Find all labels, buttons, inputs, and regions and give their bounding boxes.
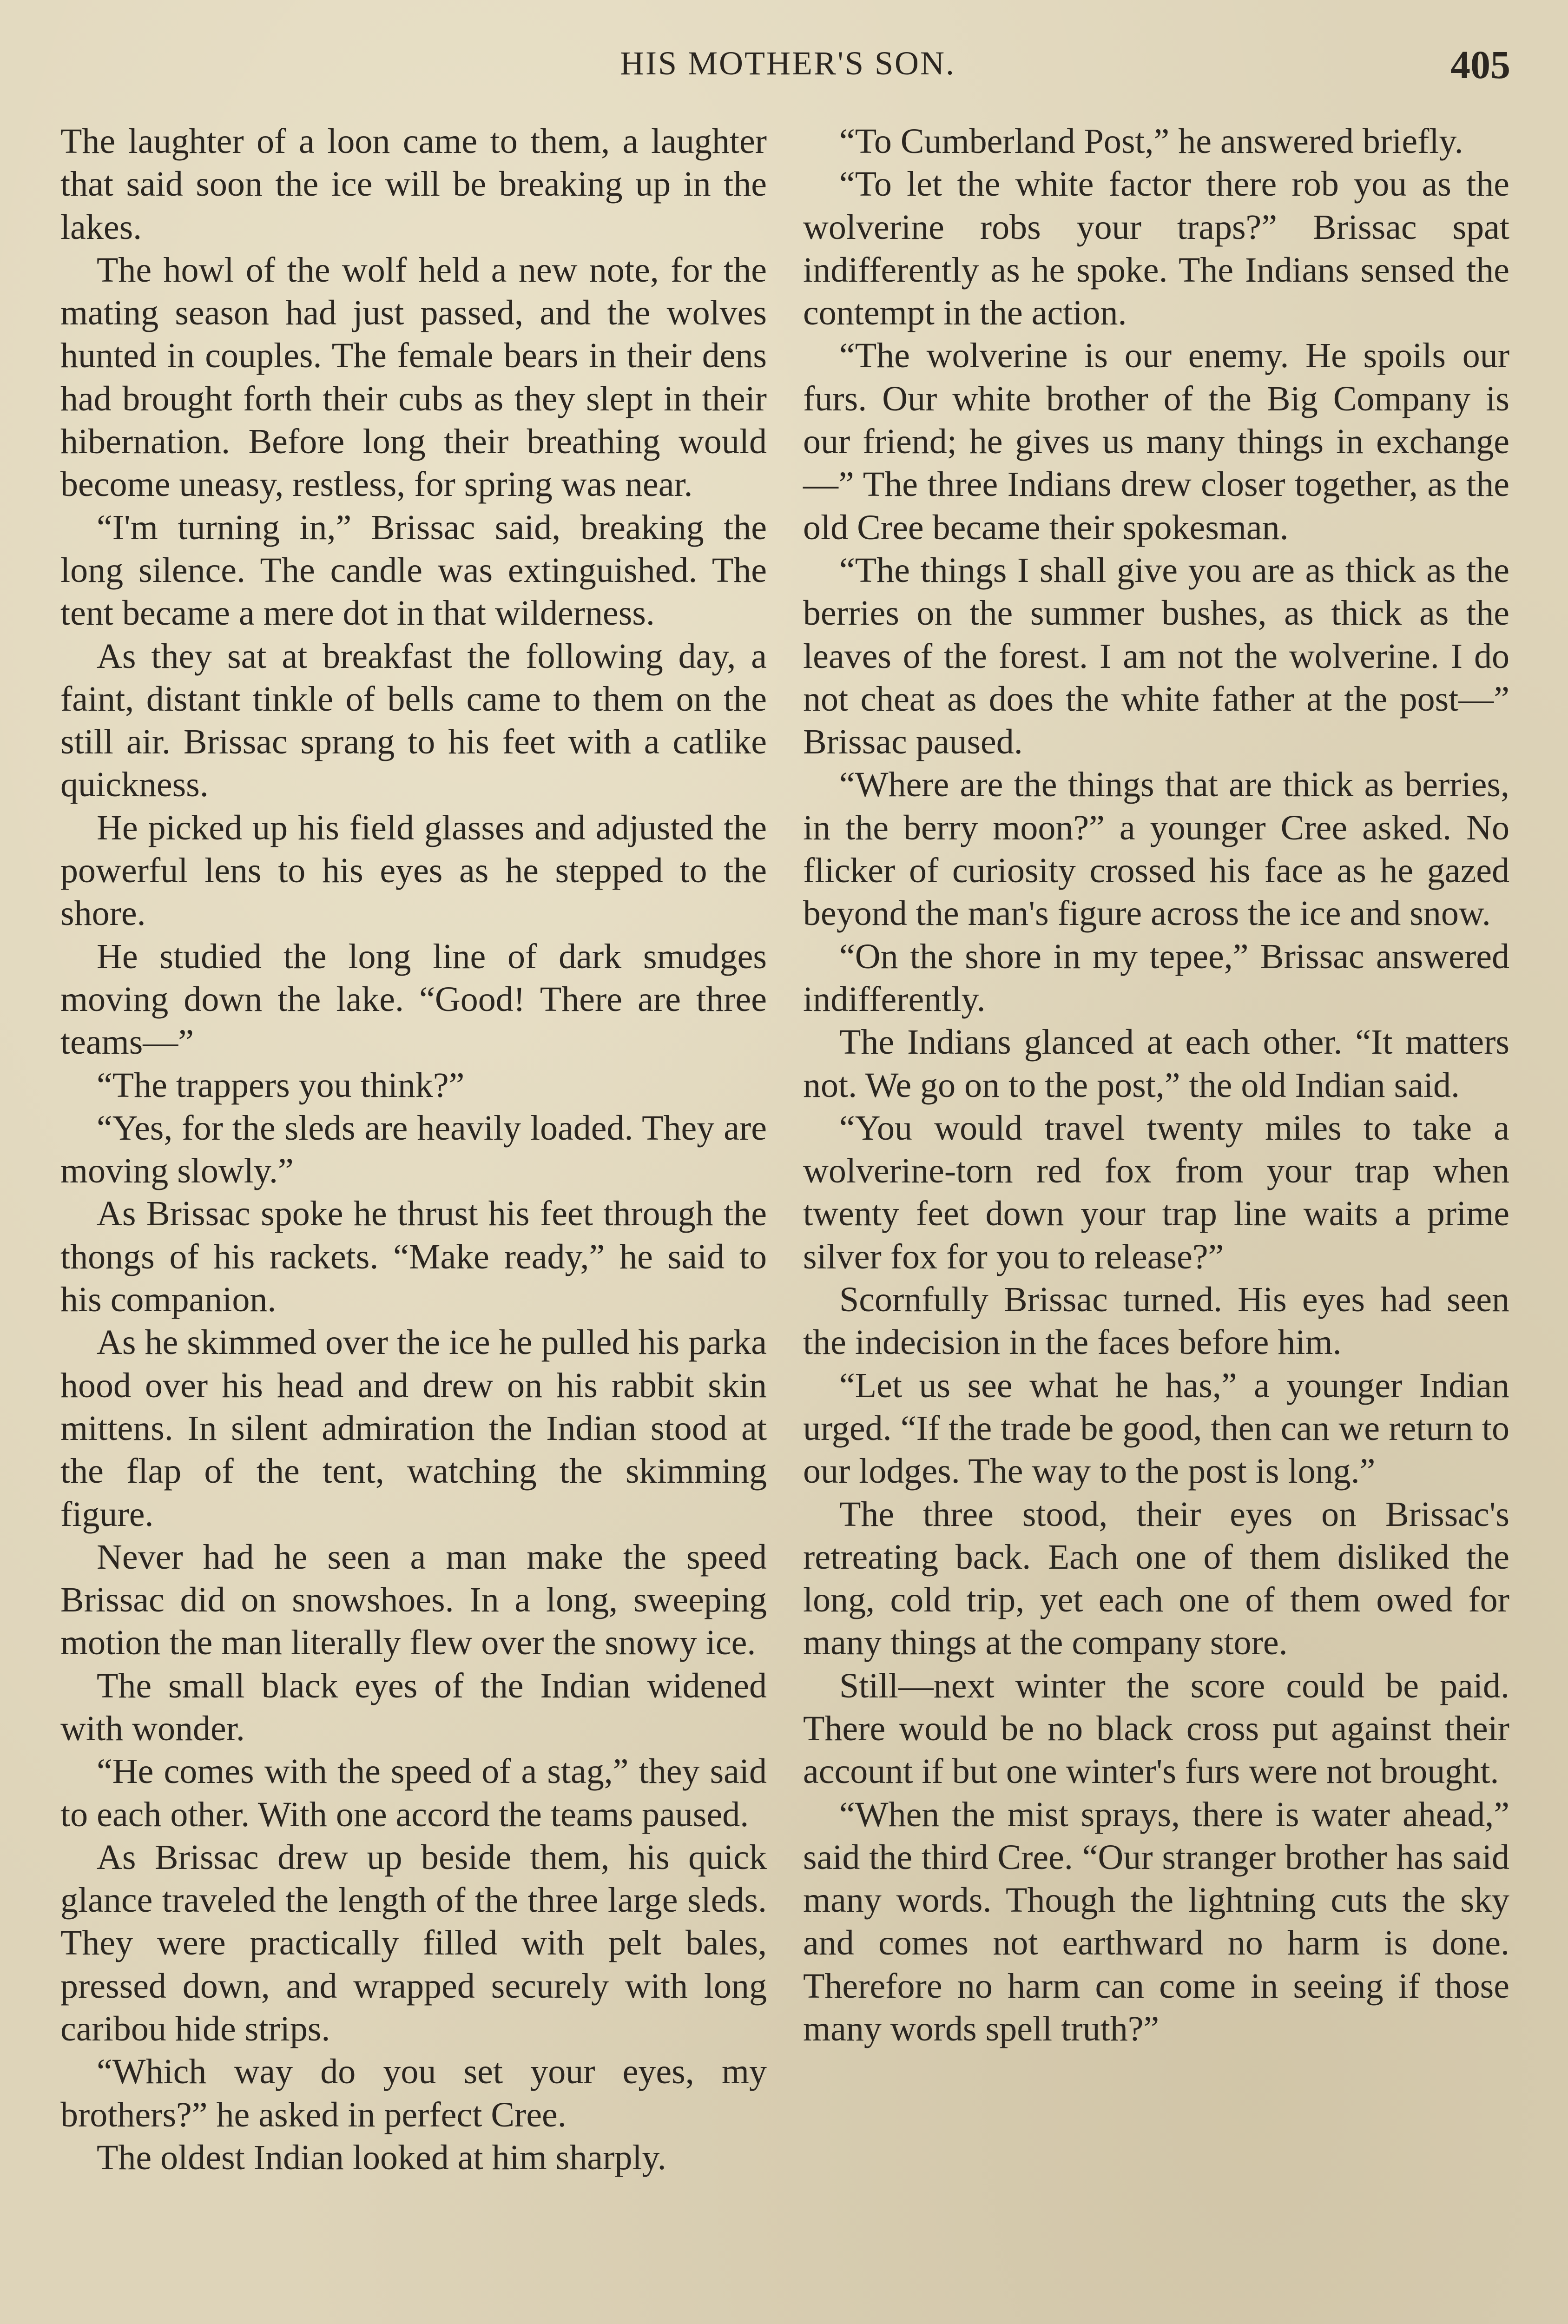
left-column: [60, 120, 767, 2179]
paragraph: “To Cumberland Post,” he answered briefly.: [839, 122, 1463, 161]
paragraph: As he skimmed over the ice he pulled his parka hood over his head and drew on his rabbit skin mittens. In silent admiration the Indian stood at the flap of the tent, watching the skimming figure.: [60, 1323, 767, 1534]
paragraph: “On the shore in my tepee,” Brissac answered indifferently.: [803, 937, 1509, 1019]
paragraph: The small black eyes of the Indian widened with wonder.: [60, 1666, 767, 1748]
paragraph: Still—next winter the score could be paid. There would be no black cross put against their account if but one winter's furs were not brought.: [803, 1666, 1509, 1791]
paragraph: The laughter of a loon came to them, a laughter that said soon the ice will be breaking up in the lakes.: [60, 122, 767, 247]
paragraph: The Indians glanced at each other. “It matters not. We go on to the post,” the old Indian said.: [803, 1023, 1509, 1105]
paragraph: Never had he seen a man make the speed Brissac did on snowshoes. In a long, sweeping motion the man literally flew over the snowy ice.: [60, 1537, 767, 1663]
paragraph: “You would travel twenty miles to take a wolverine-torn red fox from your trap when twenty feet down your trap line waits a prime silver fox for you to release?”: [803, 1108, 1509, 1276]
page-header: [60, 44, 1515, 100]
paragraph: He picked up his field glasses and adjusted the powerful lens to his eyes as he stepped to the shore.: [60, 808, 767, 933]
paragraph: As Brissac drew up beside them, his quick glance traveled the length of the three large sleds. They were practically filled with pelt bales, pressed down, and wrapped securely with long caribou hide strips.: [60, 1837, 767, 2049]
paragraph: “Let us see what he has,” a younger Indian urged. “If the trade be good, then can we return to our lodges. The way to the post is long.”: [803, 1366, 1509, 1491]
paragraph: “To let the white factor there rob you as the wolverine robs your traps?” Brissac spat indifferently as he spoke. The Indians sensed the contempt in the action.: [803, 165, 1509, 333]
paragraph: “Where are the things that are thick as berries, in the berry moon?” a younger Cree asked. No flicker of curiosity crossed his face as he gazed beyond the man's figure across the ice and snow.: [803, 765, 1509, 933]
paragraph: “I'm turning in,” Brissac said, breaking the long silence. The candle was extinguished. The tent became a mere dot in that wilderness.: [60, 508, 767, 633]
paragraph: “The things I shall give you are as thick as the berries on the summer bushes, as thick as the leaves of the forest. I am not the wolverine. I do not cheat as does the white father at the post—” Brissac paused.: [803, 550, 1509, 762]
paragraph: “He comes with the speed of a stag,” they said to each other. With one accord the teams paused.: [60, 1752, 767, 1834]
paragraph: “Which way do you set your eyes, my brothers?” he asked in perfect Cree.: [60, 2052, 767, 2134]
paragraph: He studied the long line of dark smudges moving down the lake. “Good! There are three teams—”: [60, 937, 767, 1062]
paragraph: “The trappers you think?”: [97, 1065, 465, 1105]
paragraph: The three stood, their eyes on Brissac's retreating back. Each one of them disliked the long, cold trip, yet each one of them owed for many things at the company store.: [803, 1494, 1509, 1663]
paragraph: “When the mist sprays, there is water ahead,” said the third Cree. “Our stranger brother has said many words. Though the lightning cuts the sky and comes not earthward no harm is done. Therefore no harm can come in seeing if those many words spell truth?”: [803, 1795, 1509, 2049]
paragraph: “Yes, for the sleds are heavily loaded. They are moving slowly.”: [60, 1108, 767, 1191]
running-title: HIS MOTHER'S SON.: [619, 45, 956, 82]
paragraph: The howl of the wolf held a new note, for the mating season had just passed, and the wolves hunted in couples. The female bears in their dens had brought forth their cubs as they slept in their hibernation. Before long their breathing would become uneasy, restless, for spring was near.: [60, 250, 767, 504]
page-number: 405: [1450, 42, 1510, 87]
paragraph: As they sat at breakfast the following day, a faint, distant tinkle of bells came to them on the still air. Brissac sprang to his feet with a catlike quickness.: [60, 636, 767, 805]
paragraph: The oldest Indian looked at him sharply.: [97, 2138, 666, 2177]
paragraph: As Brissac spoke he thrust his feet through the thongs of his rackets. “Make ready,” he said to his companion.: [60, 1194, 767, 1320]
paragraph: Scornfully Brissac turned. His eyes had seen the indecision in the faces before him.: [803, 1280, 1509, 1362]
right-column: [803, 120, 1509, 2050]
paragraph: “The wolverine is our enemy. He spoils our furs. Our white brother of the Big Company is our friend; he gives us many things in exchange—” The three Indians drew closer together, as the old Cree became their spokesman.: [803, 336, 1509, 547]
